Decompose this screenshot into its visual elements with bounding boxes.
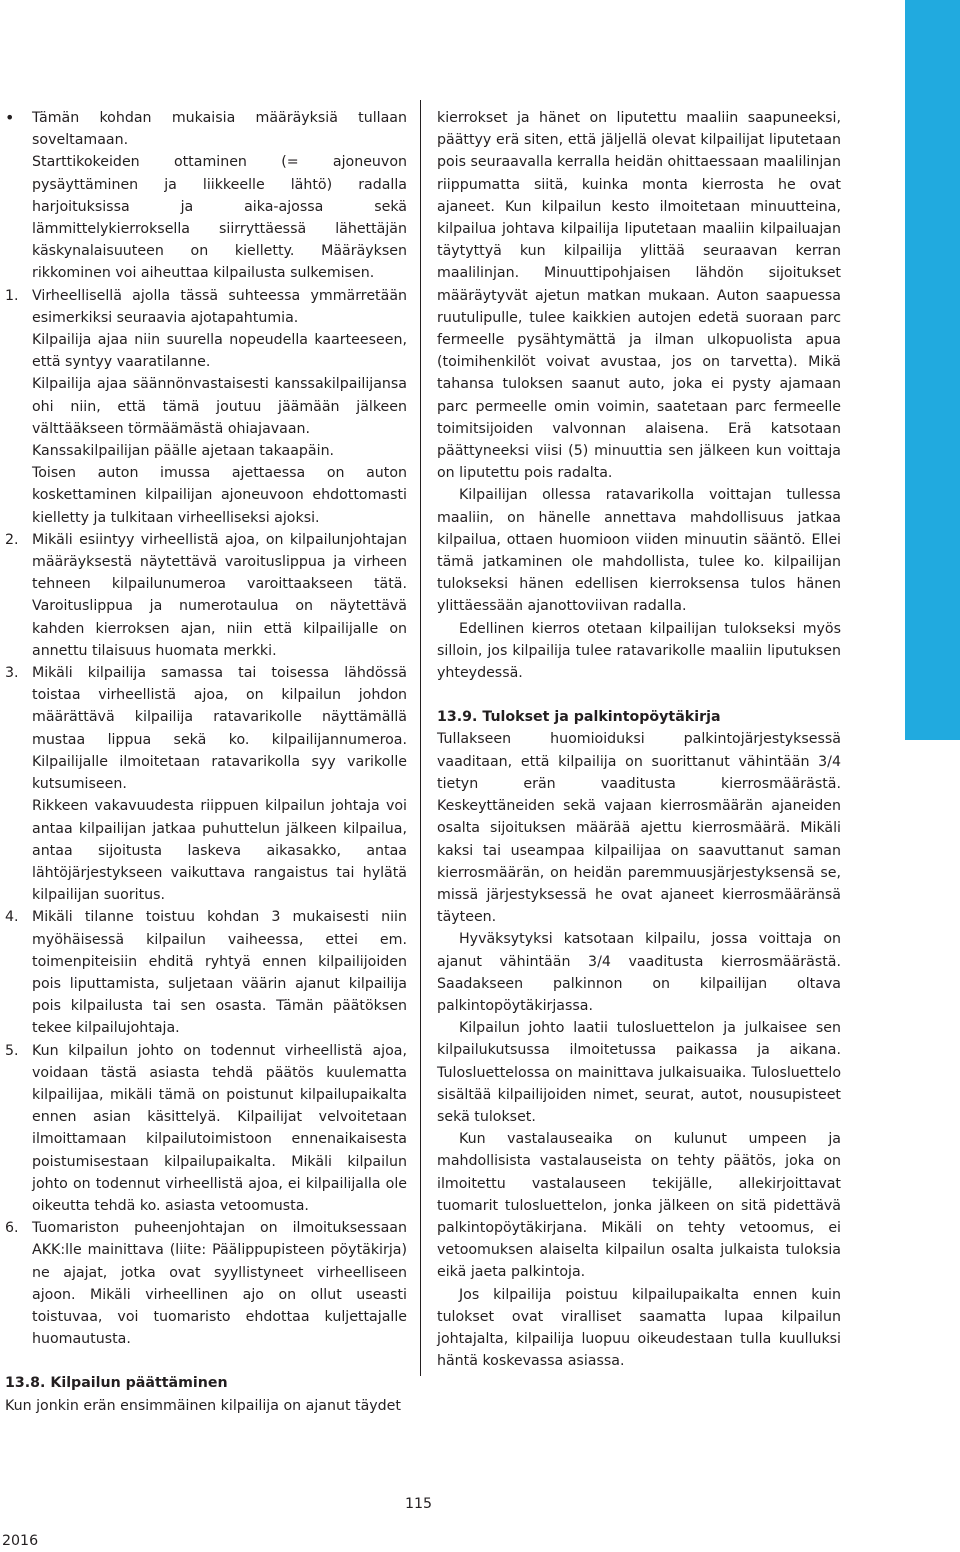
numbered-item-3 <box>5 662 407 906</box>
item-paragraph: Tuomariston puheenjohtajan on ilmoituksessaan AKK:lle mainittava (liite: Päälippupisteen pöytäkirja) ne ajajat, jotka ovat syyllistyneet virheelliseen ajoon. Mikäli virheellinen ajo on ollut useasti toistuvaa, voi tuomaristo ehdottaa kuljettajalle huomautusta. <box>32 1220 407 1348</box>
section-paragraph: Jos kilpailija poistuu kilpailupaikalta ennen kuin tulokset ovat viralliset saamatta lupaa kilpailun johtajalta, kilpailija luopuu oikeudestaan tulla kuulluksi häntä koskevassa asiassa. <box>437 1286 841 1370</box>
item-paragraph: Mikäli kilpailija samassa tai toisessa lähdössä toistaa virheellistä ajoa, on kilpailun johdon määrättävä kilpailija ratavarikolle näyttämällä mustaa lippua sekä ko. kilpailijannumeroa. Kilpailijalle ilmoitetaan ratavarikolla syy varikolle kutsumiseen. <box>32 665 407 793</box>
item-paragraph: Kun kilpailun johto on todennut virheellistä ajoa, voidaan tästä asiasta tehdä päätös kuulematta kilpailijaa, mikäli tämä on poistunut kilpailupaikalta ennen asian käsittelyä. Kilpailijat velvoitetaan ilmoittamaan kilpailutoimistoon ennenaikaisesta poistumisestaan kilpailupaikalta. Mikäli kilpailun johto on todennut virheellistä ajoa, ei kilpailijalla ole oikeutta tehdä ko. asiasta vetoomusta. <box>32 1042 407 1214</box>
bullet-paragraph: • Tämän kohdan mukaisia määräyksiä tullaan soveltamaan. <box>5 107 407 151</box>
item-paragraph: Mikäli tilanne toistuu kohdan 3 mukaisesti niin myöhäisessä kilpailun vaiheessa, ettei em. toimenpiteisiin ehditä ryhtyä ennen kilpailijoiden pois liputtamista, suljetaan väärin ajanut kilpailija pois kilpailusta tai sen osasta. Tämän päätöksen tekee kilpailujohtaja. <box>32 909 407 1037</box>
item-paragraph: Kilpailija ajaa niin suurella nopeudella kaarteeseen, että syntyy vaaratilanne. <box>32 332 407 371</box>
numbered-item-1 <box>5 285 407 529</box>
item-number: 3. <box>5 665 19 682</box>
paragraph: Kilpailijan ollessa ratavarikolla voittajan tullessa maaliin, on hänelle annettava mahdollisuus jatkaa kilpailua, ottaen huomioon viiden minuutin sääntö. Ellei tämä jatkaminen ole mahdollista, tulee ko. kilpailijan tulokseksi hänen edellisen kierroksensa tulos hänen ylittäessään ajanottoviivan radalla. <box>437 487 841 615</box>
section-paragraph: Kun jonkin erän ensimmäinen kilpailija on ajanut täydet <box>5 1397 401 1414</box>
right-column <box>437 107 841 1372</box>
item-paragraph: Rikkeen vakavuudesta riippuen kilpailun johtaja voi antaa kilpailijan jatkaa puhuttelun jälkeen kilpailua, antaa sijoitusta laskeva aikasakko, antaa lähtöjärjestykseen vaikuttava rangaistus tai hylätä kilpailijan suoritus. <box>32 798 407 904</box>
section-paragraph: Tullakseen huomioiduksi palkintojärjestyksessä vaaditaan, että kilpailija on suorittanut vähintään 3/4 tietyn erän vaaditusta kierrosmäärästä. Keskeyttäneiden sekä vajaan kierrosmäärän ajaneiden osalta sijoituksen määrää ajettu kierrosmäärä. Mikäli kaksi tai useampaa kilpailijaa on saavuttanut saman kierrosmäärän, on heidän paremmuusjärjestyksensä se, missä järjestyksessä he ovat ajaneet kierrosmääränsä täyteen. <box>437 731 841 926</box>
section-heading-13-9: 13.9. Tulokset ja palkintopöytäkirja <box>437 709 721 726</box>
numbered-item-4 <box>5 906 407 1039</box>
item-number: 4. <box>5 909 19 926</box>
column-divider <box>420 100 421 1376</box>
item-paragraph: Toisen auton imussa ajettaessa on auton koskettaminen kilpailijan ajoneuvoon ehdottomasti kielletty ja tulkitaan virheelliseksi ajoksi. <box>32 465 407 526</box>
paragraph: Edellinen kierros otetaan kilpailijan tulokseksi myös silloin, jos kilpailija tulee ratavarikolle maaliin liputuksen yhteydessä. <box>437 620 841 682</box>
page-number: 115 <box>405 1496 433 1512</box>
continuation-paragraph: kierrokset ja hänet on liputettu maaliin saapuneeksi, päättyy erä siten, että jäljellä olevat kilpailijat liputetaan pois seuraavalla kerralla heidän ohittaessaan maalilinjan riippumatta siitä, kuinka monta kierrosta he ovat ajaneet. Kun kilpailun kesto ilmoitetaan minuutteina, kilpailua johtava kilpailija liputetaan maaliin kilpailuajan täytyttyä kun kilpailija ylittää seuraavan kerran maalilinjan. Minuuttipohjaisen lähdön sijoitukset määräytyvät ajetun matkan mukaan. Auton saapuessa ruutulipulle, tulee kaikkien autojen edetä suoraan parc fermeelle pysähtymättä ja ilman ulkopuolista apua (toimihenkilöt voivat avustaa, jos on tarvetta). Mikä tahansa tuloksen saanut auto, joka ei pysty ajamaan parc permeelle omin voimin, saatetaan parc fermeelle toimitsijoiden valvonnan alaisena. Erä katsotaan päättyneeksi viisi (5) minuuttia sen jälkeen kun voittaja on liputettu pois radalta. <box>437 110 841 482</box>
section-paragraph: Kilpailun johto laatii tulosluettelon ja julkaisee sen kilpailukutsussa ilmoitetussa paikassa ja aikana. Tulosluettelossa on mainittava julkaisuaika. Tulosluettelo sisältää kilpailijoiden nimet, seurat, autot, nousupisteet sekä tulokset. <box>437 1020 841 1125</box>
footer-year: 2016 <box>2 1533 39 1549</box>
item-number: 2. <box>5 531 19 548</box>
numbered-item-2 <box>5 529 407 662</box>
section-paragraph: Hyväksytyksi katsotaan kilpailu, jossa voittaja on ajanut vähintään 3/4 vaaditusta kierrosmäärästä. Saadakseen palkinnon on kilpailijan oltava palkintopöytäkirjassa. <box>437 931 841 1014</box>
item-number: 1. <box>5 287 19 304</box>
section-heading-13-8: 13.8. Kilpailun päättäminen <box>5 1375 228 1392</box>
left-column <box>5 107 407 1417</box>
item-number: 6. <box>5 1220 19 1237</box>
numbered-item-5 <box>5 1040 407 1218</box>
item-paragraph: Virheellisellä ajolla tässä suhteessa ymmärretään esimerkiksi seuraavia ajotapahtumia. <box>32 287 407 326</box>
item-paragraph: Kilpailija ajaa säännönvastaisesti kanssakilpailijansa ohi niin, että tämä joutuu jäämään jälkeen välttääkseen törmäämästä ohiajavaan. <box>32 376 407 437</box>
accent-bar <box>905 0 960 740</box>
item-paragraph: Kanssakilpailijan päälle ajetaan takaapäin. <box>32 443 335 460</box>
numbered-item-6 <box>5 1217 407 1350</box>
intro-paragraph: Starttikokeiden ottaminen (= ajoneuvon pysäyttäminen ja liikkeelle lähtö) radalla harjoituksissa ja aika-ajossa sekä lämmittelykierroksella siirryttäessä lähettäjän käskynalaisuuteen on kielletty. Määräyksen rikkominen voi aiheuttaa kilpailusta sulkemisen. <box>32 154 407 282</box>
section-paragraph: Kun vastalauseaika on kulunut umpeen ja mahdollisista vastalauseista on tehty päätös, joka on ilmoitettu vastalauseen tekijälle, allekirjoittavat tuomarit tulosluettelon, jonka jälkeen on sitä pidettävä palkintopöytäkirjana. Mikäli on tehty vetoomus, ei vetoomuksen alaiselta kilpailun osalta julkaista tuloksia eikä jaeta palkintoja. <box>437 1131 841 1281</box>
item-number: 5. <box>5 1042 19 1059</box>
item-paragraph: Mikäli esiintyy virheellistä ajoa, on kilpailunjohtajan määräyksestä näytettävä varoituslippua ja virheen tehneen kilpailunumeroa varoittaakseen tätä. Varoituslippua ja numerotaulua on näytettävä kahden kierroksen ajan, niin että kilpailijalle on annettu tilaisuus huomata merkki. <box>32 531 407 659</box>
